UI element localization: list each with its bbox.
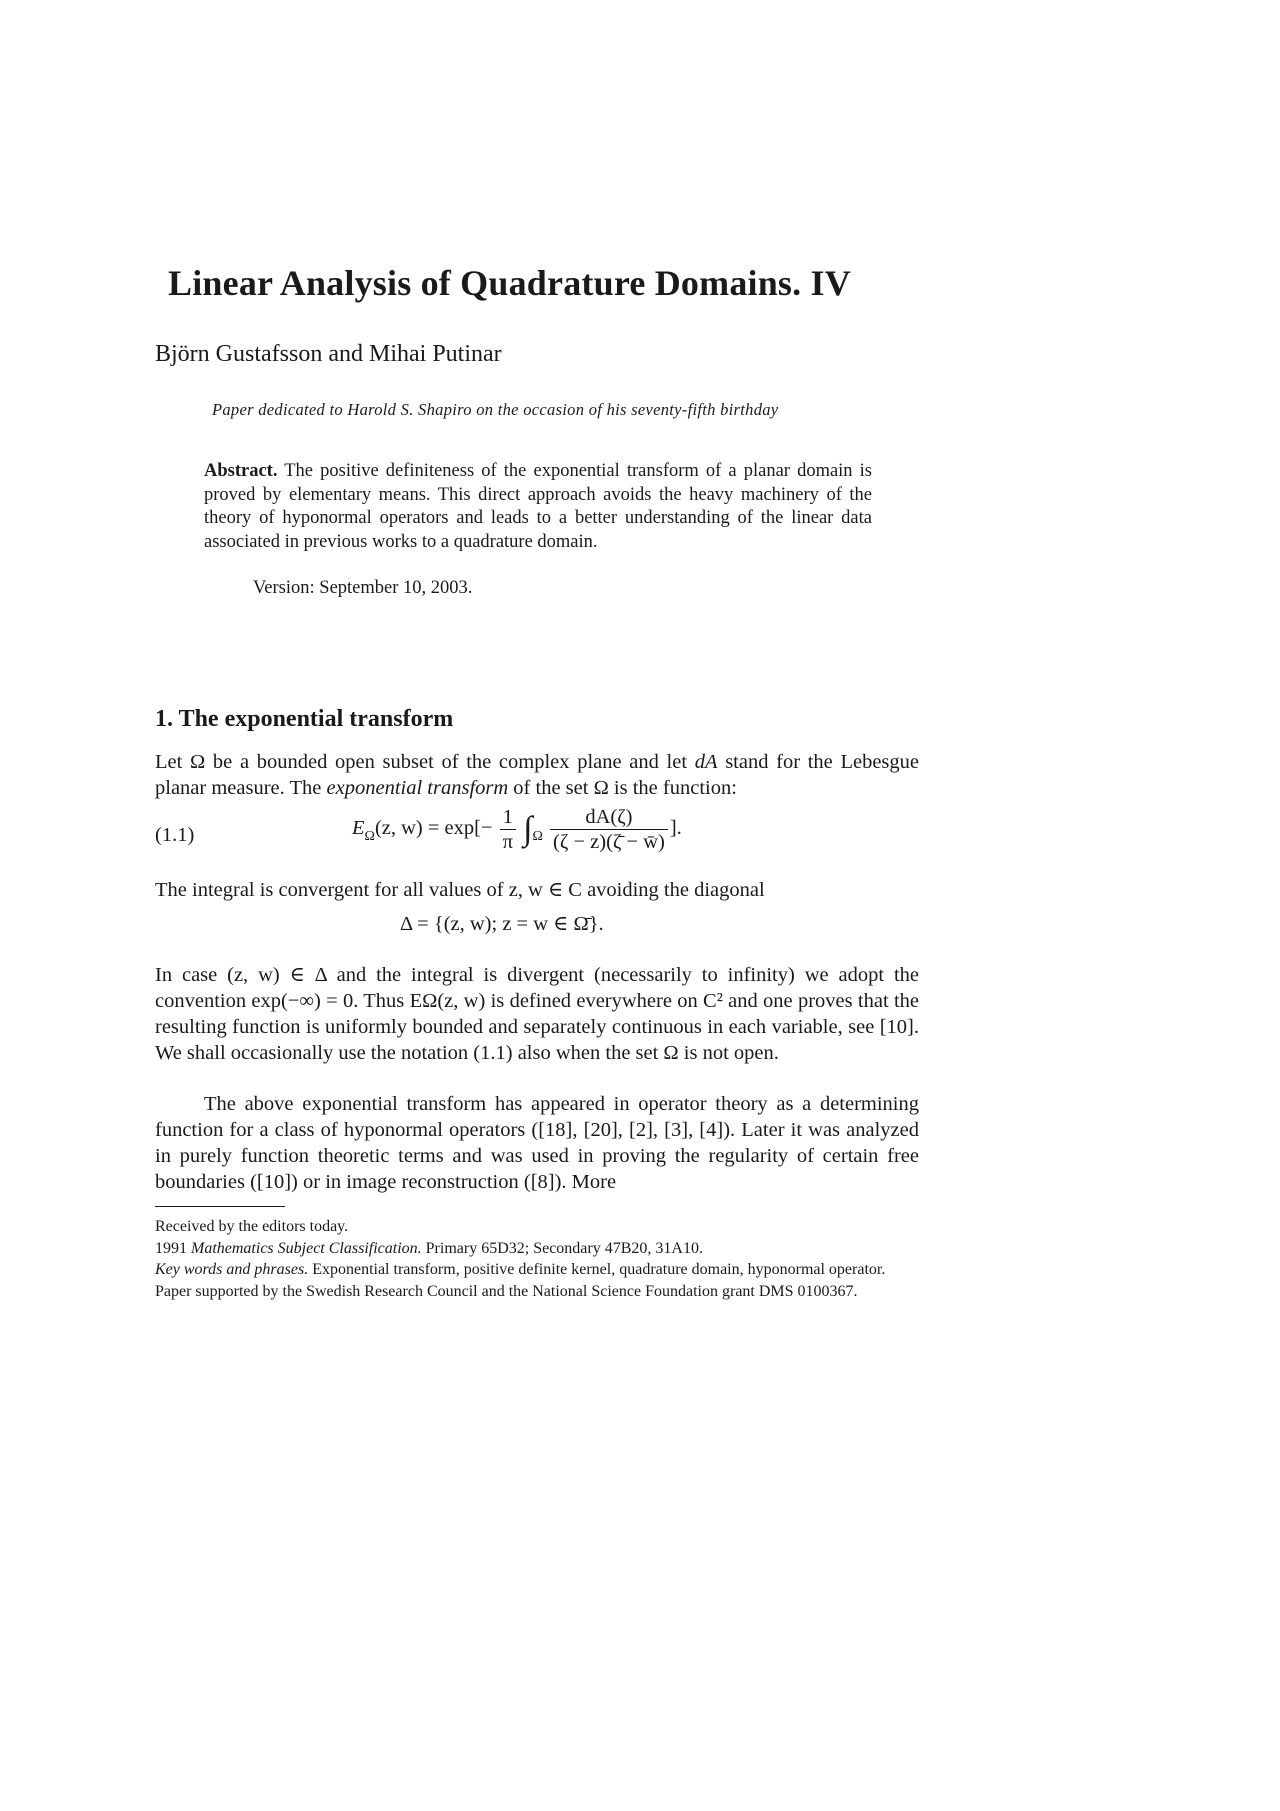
msc-text: Primary 65D32; Secondary 47B20, 31A10. — [421, 1239, 703, 1257]
eq-lhs-args: (z, w) = exp[− — [374, 817, 493, 840]
version-line: Version: September 10, 2003. — [253, 578, 473, 598]
p1-dA: dA — [694, 751, 718, 773]
footnote-rule — [155, 1206, 285, 1207]
keywords-label: Key words and phrases. — [155, 1261, 309, 1278]
equation-label: (1.1) — [155, 824, 195, 846]
footnote-support: Paper supported by the Swedish Research Council and the National Science Foundation grant DMS 0100367. — [155, 1282, 858, 1300]
footnotes — [155, 1216, 919, 1302]
paragraph-intro — [155, 749, 919, 801]
keywords-text: Exponential transform, positive definite kernel, quadrature domain, hyponormal operator. — [308, 1261, 886, 1278]
eq-fraction-2 — [550, 805, 668, 854]
integral-sign: ∫ — [523, 810, 533, 848]
p1-text-a: Let Ω be a bounded open subset of the complex plane and let — [155, 751, 695, 773]
eq-lhs: E — [352, 817, 365, 840]
abstract-label: Abstract. — [204, 461, 278, 481]
paragraph-convergence: The integral is convergent for all values of z, w ∈ C avoiding the diagonal — [155, 879, 765, 901]
dedication: Paper dedicated to Harold S. Shapiro on the occasion of his seventy-fifth birthday — [212, 400, 779, 419]
eq-close: ]. — [669, 817, 682, 840]
footnote-msc — [155, 1238, 919, 1260]
eq-frac2-den: (ζ − z)(ζ̄ − w̄) — [553, 831, 665, 853]
equation-diagonal: Δ = {(z, w); z = w ∈ Ω̄}. — [400, 913, 604, 935]
equation-1-1 — [352, 805, 682, 865]
p1-emphasis: exponential transform — [326, 777, 509, 799]
eq-lhs-sub: Ω — [364, 829, 375, 845]
eq-frac2-num: dA(ζ) — [550, 805, 668, 830]
eq-frac1-num: 1 — [500, 805, 516, 830]
p1-text-c: of the set Ω is the function: — [508, 777, 737, 799]
paragraph-history: The above exponential transform has appeared in operator theory as a determining function for a class of hyponormal operators ([18], [20], [2], [3], [4]). Later it was analyzed in purely function theoretic terms and was used in proving the regularity of certain free boundaries ([10]) or in image reconstruction ([8]). More — [155, 1093, 919, 1193]
paper-title: Linear Analysis of Quadrature Domains. IV — [168, 263, 851, 303]
msc-year: 1991 — [155, 1239, 191, 1257]
footnote-received: Received by the editors today. — [155, 1218, 349, 1235]
msc-label: Mathematics Subject Classification. — [191, 1239, 422, 1257]
section-title: 1. The exponential transform — [155, 706, 454, 732]
eq-int-sub: Ω — [532, 829, 543, 845]
footnote-keywords — [155, 1259, 919, 1281]
eq-fraction-1 — [500, 805, 516, 854]
paper-authors: Björn Gustafsson and Mihai Putinar — [155, 341, 502, 367]
abstract-text: The positive definiteness of the exponential transform of a planar domain is proved by elementary means. This direct approach avoids the heavy machinery of the theory of hyponormal operators and leads to a better understanding of the linear data associated in previous works to a quadrature domain. — [204, 461, 872, 552]
p1-text-b: stand for the Lebesgue planar measure. The — [155, 751, 919, 799]
abstract — [204, 460, 872, 554]
eq-frac1-den: π — [502, 831, 514, 853]
paragraph-convention: In case (z, w) ∈ Δ and the integral is divergent (necessarily to infinity) we adopt the convention exp(−∞) = 0. Thus EΩ(z, w) is defined everywhere on C² and one proves that the resulting function is uniformly bounded and separately continuous in each variable, see [10]. We shall occasionally use the notation (1.1) also when the set Ω is not open. — [155, 964, 919, 1064]
